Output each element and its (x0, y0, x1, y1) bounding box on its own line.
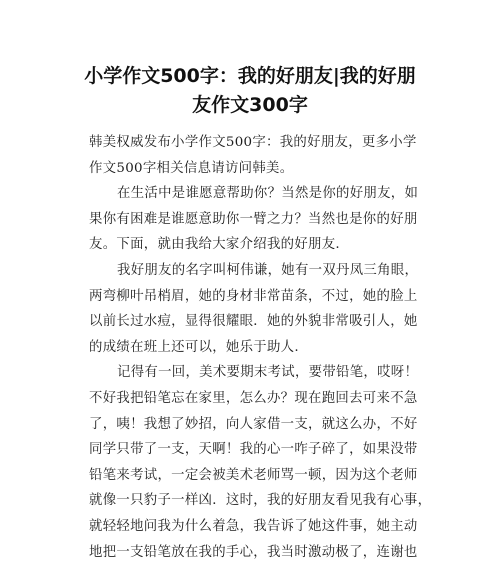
title-line: 友作文300字 (192, 94, 308, 116)
text-line: 在生活中是谁愿意帮助你？当然是你的好朋友，如 (117, 186, 419, 202)
text-line: 果你有困难是谁愿意助你一臂之力？当然也是你的好朋 (89, 211, 418, 227)
text-line: 韩美权威发布小学作文500字：我的好朋友，更多小学 (89, 135, 417, 150)
text-line: 同学只带了一支，天啊！我的心一咋子碎了，如果没带 (89, 442, 418, 458)
text-line: 地把一支铅笔放在我的手心，我当时激动极了，连谢也 (89, 544, 418, 560)
text-line: 就轻轻地问我为什么着急，我告诉了她这件事，她主动 (89, 518, 418, 534)
text-line: 作文500字相关信息请访问韩美。 (89, 160, 294, 176)
paragraph-2 (89, 181, 419, 258)
text-line: 我好朋友的名字叫柯伟谦，她有一双丹凤三角眼， (117, 262, 419, 278)
text-line: 的成绩在班上还可以，她乐于助人. (89, 339, 299, 355)
text-line: 不好我把铅笔忘在家里，怎么办？现在跑回去可来不急 (89, 390, 418, 406)
text-line: 以前长过水痘，显得很耀眼．她的外貌非常吸引人，她 (89, 314, 418, 330)
title-line: 小学作文500字：我的好朋友|我的好朋 (84, 65, 416, 87)
article-body (89, 130, 432, 565)
text-line: 记得有一回，美术要期末考试，要带铅笔，哎呀！ (117, 365, 419, 381)
text-line: 友。下面，就由我给大家介绍我的好朋友. (89, 237, 340, 253)
text-line: 了，咦！我想了妙招，向人家借一支，就这么办，不好 (89, 416, 418, 432)
article-title (60, 62, 440, 120)
text-line: 两弯柳叶吊梢眉，她的身材非常苗条，不过，她的脸上 (89, 288, 418, 304)
paragraph-4 (89, 360, 432, 565)
text-line: 铅笔来考试，一定会被美术老师骂一顿，因为这个老师 (89, 467, 418, 483)
paragraph-3 (89, 258, 419, 360)
paragraph-intro (89, 130, 419, 181)
text-line: 就像一只豹子一样凶．这时，我的好朋友看见我有心事， (89, 493, 432, 509)
